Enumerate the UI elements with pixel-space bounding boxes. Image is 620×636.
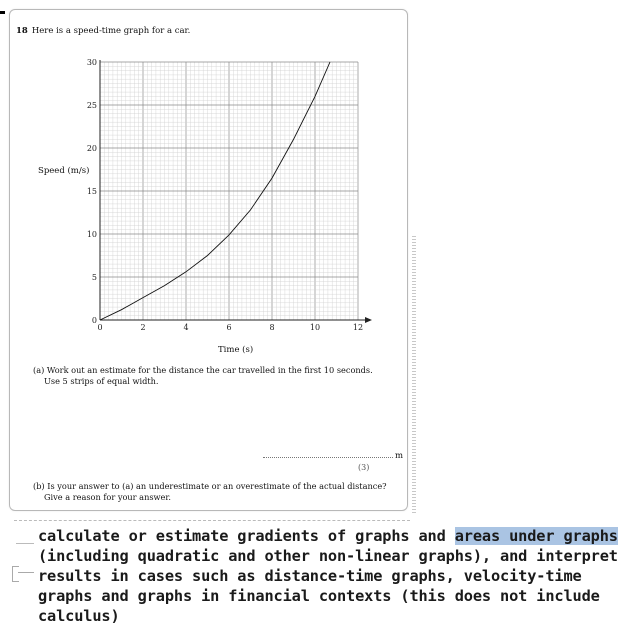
y-axis-label: Speed (m/s) (38, 166, 90, 176)
resize-handle[interactable] (412, 236, 416, 514)
graph-ticks (87, 58, 363, 332)
x-tick-label: 4 (183, 323, 189, 332)
part-a-question (33, 365, 373, 387)
y-tick-label: 15 (86, 187, 97, 196)
specification-text (38, 526, 618, 626)
x-axis-label: Time (s) (218, 345, 254, 355)
y-tick-label: 10 (86, 230, 97, 239)
gutter-line (16, 543, 34, 544)
divider (14, 520, 410, 521)
part-b-line1: (b) Is your answer to (a) an underestimate or an overestimate of the actual distance? (33, 481, 387, 491)
x-tick-label: 12 (352, 323, 364, 332)
x-tick-label: 0 (97, 323, 103, 332)
x-axis-arrow (365, 317, 372, 323)
part-a-marks: (3) (358, 463, 370, 472)
y-tick-label: 30 (86, 58, 97, 67)
question-text: Here is a speed-time graph for a car. (31, 26, 191, 36)
y-tick-label: 20 (86, 144, 97, 153)
x-tick-label: 8 (269, 323, 275, 332)
part-a-line2: Use 5 strips of equal width. (44, 376, 159, 386)
gutter-bracket (12, 566, 19, 582)
gutter-line-2 (18, 572, 34, 573)
x-tick-label: 10 (309, 323, 321, 332)
part-b-line2: Give a reason for your answer. (44, 492, 172, 502)
answer-unit: m (395, 451, 404, 461)
x-tick-label: 6 (226, 323, 232, 332)
question-number: 18 (16, 26, 28, 36)
graph-axes (100, 60, 372, 323)
graph-grid (100, 62, 358, 320)
spec-text-before: calculate or estimate gradients of graphs and (38, 527, 455, 545)
spec-text-after: (including quadratic and other non-linear graphs), and interpret results in cases such as distance-time graphs, velocity-time graphs and graphs in financial contexts (this does not include calculus) (38, 547, 618, 625)
part-b-question (33, 481, 387, 503)
spec-text-highlight[interactable]: areas under graphs (454, 527, 618, 545)
part-a-line1: (a) Work out an estimate for the distance the car travelled in the first 10 seconds. (33, 365, 373, 375)
y-tick-label: 5 (91, 273, 97, 282)
y-tick-label: 25 (86, 101, 97, 110)
answer-line (263, 457, 393, 458)
y-tick-label: 0 (91, 316, 97, 325)
x-tick-label: 2 (140, 323, 146, 332)
